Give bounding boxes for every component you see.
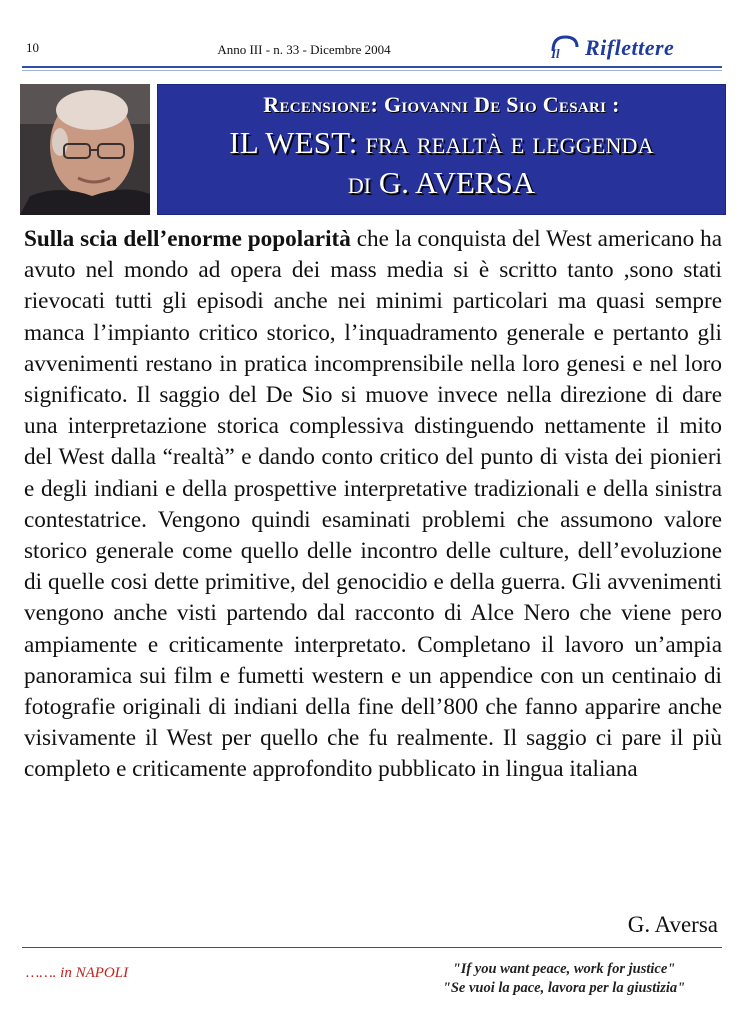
review-heading: Recensione: Giovanni De Sio Cesari :	[263, 92, 620, 117]
footer-divider	[22, 947, 722, 948]
logo-text: Riflettere	[585, 35, 675, 60]
footer-quote-en: "If you want peace, work for justice"	[452, 961, 676, 977]
article-body	[24, 224, 722, 786]
page-number: 10	[26, 40, 39, 55]
article-title-box	[157, 84, 726, 215]
footer-city: ……. in NAPOLI	[26, 965, 129, 981]
author-portrait-image	[20, 84, 150, 215]
article-lead: Sulla scia dell’enorme popolarità	[24, 226, 351, 252]
author-photo	[20, 84, 150, 215]
logo-mark-text: Il	[551, 46, 560, 61]
page-header	[0, 0, 744, 70]
issue-info: Anno III - n. 33 - Dicembre 2004	[217, 42, 391, 57]
article-signature: G. Aversa	[627, 912, 718, 937]
footer-quotes	[404, 960, 724, 998]
article-byline: di G. AVERSA	[347, 165, 536, 200]
header-divider	[22, 66, 722, 68]
article-title: IL WEST: fra realtà e leggenda	[229, 125, 654, 160]
logo-mark-icon	[545, 33, 585, 61]
header-divider-thin	[22, 70, 722, 71]
article-text: che la conquista del West americano ha avuto nel mondo ad opera dei mass media si è scritto tanto ,sono stati rievocati tutti gli episodi anche nei minimi particolari ma quasi sempre manca l’impianto critico storico, l’inquadramento generale e pertanto gli avvenimenti restano in pratica incomprensibile nella loro genesi e nel loro significato. Il saggio del De Sio si muove invece nella direzione di dare una interpretazione storica complessiva distinguendo nettamente il mito del West dalla “realtà” e dando conto critico del punto di vista dei pionieri e degli indiani e della prospettive interpretative tradizionali e della sinistra contestatrice. Vengono quindi esaminati problemi che assumono valore storico generale come quello delle incontro delle culture, dell’evoluzione di quelle cosi dette primitive, del genocidio e della guerra. Gli avvenimenti vengono anche visti partendo dal racconto di Alce Nero che viene pero ampiamente e criticamente interpretato. Completano il lavoro un’ampia panoramica sui film e fumetti western e un appendice con un centinaio di fotografie originali di indiani della fine dell’800 che fanno apparire anche visivamente il West per quello che fu realmente. Il saggio ci pare il più completo e criticamente approfondito pubblicato in lingua italiana	[24, 226, 722, 783]
footer-quote-it: "Se vuoi la pace, lavora per la giustizia"	[442, 980, 686, 996]
magazine-logo	[545, 33, 725, 61]
